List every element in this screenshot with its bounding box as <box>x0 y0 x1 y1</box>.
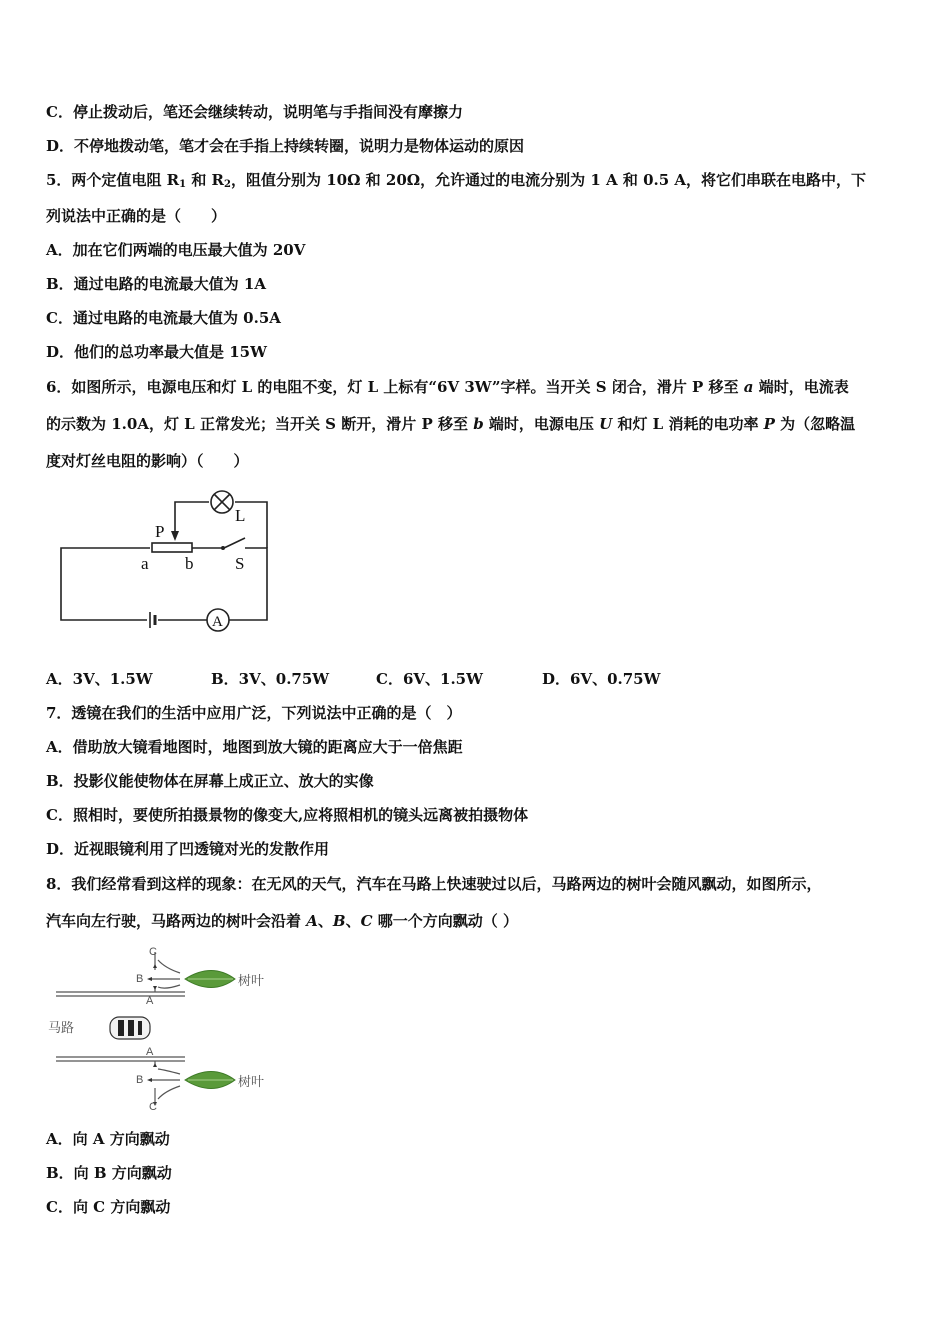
road-leaf-diagram <box>40 940 280 1115</box>
switch-contact <box>221 546 225 550</box>
q7-option-a: A．借助放大镜看地图时，地图到放大镜的距离应大于一倍焦距 <box>46 738 463 756</box>
label-a: a <box>141 554 149 573</box>
fig-label-leaf-top: 树叶 <box>238 973 265 988</box>
q5-option-d: D．他们的总功率最大值是 15W <box>46 343 267 361</box>
q6-stem-line2: 的示数为 1.0A，灯 L 正常发光；当开关 S 断开，滑片 P 移至 b 端时，电源电压 U 和灯 L 消耗的电功率 P 为（忽略温 <box>46 415 856 433</box>
q8-option-a: A．向 A 方向飘动 <box>46 1130 170 1148</box>
fig-label-b-bottom: B <box>136 1074 144 1086</box>
q6-stem-line1: 6．如图所示，电源电压和灯 L 的电阻不变，灯 L 上标有“6V 3W”字样。当开关 S 闭合，滑片 P 移至 a 端时，电流表 <box>46 378 849 396</box>
q6-option-b: B．3V、0.75W <box>211 670 330 688</box>
leaf-top <box>185 971 235 988</box>
q6-option-d: D．6V、0.75W <box>542 670 661 688</box>
slider-arrow <box>171 531 179 541</box>
q6-option-c: C．6V、1.5W <box>376 670 483 688</box>
fig-label-a-top: A <box>146 995 154 1007</box>
switch-blade <box>224 538 245 548</box>
q7-option-c: C．照相时，要使所拍摄景物的像变大,应将照相机的镜头远离被拍摄物体 <box>46 806 529 824</box>
circuit-diagram <box>55 485 275 635</box>
q7-stem: 7．透镜在我们的生活中应用广泛，下列说法中正确的是（ ） <box>46 704 462 722</box>
q5-option-a: A．加在它们两端的电压最大值为 20V <box>46 241 306 259</box>
q7-option-d: D．近视眼镜利用了凹透镜对光的发散作用 <box>46 840 330 858</box>
fig-label-c-top: C <box>149 946 157 958</box>
leaf-bottom <box>185 1072 235 1089</box>
label-b: b <box>185 554 194 573</box>
label-ammeter-a: A <box>212 614 223 630</box>
prev-option-c: C．停止拨动后，笔还会继续转动，说明笔与手指间没有摩擦力 <box>46 103 463 121</box>
q5-stem-line1: 5．两个定值电阻 $R_1$ 和 $R_2$，阻值分别为 10Ω 和 20Ω，允许通过的电流分别为 1 A 和 0.5 A，将它们串联在电路中，下 <box>46 171 867 190</box>
q7-option-b: B．投影仪能使物体在屏幕上成正立、放大的实像 <box>46 772 374 790</box>
q6-stem-line3: 度对灯丝电阻的影响）（ ） <box>46 452 249 470</box>
fig-label-leaf-bottom: 树叶 <box>238 1074 265 1089</box>
q5-option-c: C．通过电路的电流最大值为 0.5A <box>46 309 281 327</box>
q8-stem-line1: 8．我们经常看到这样的现象：在无风的天气，汽车在马路上快速驶过以后，马路两边的树叶会随风飘动，如图所示， <box>46 875 822 893</box>
car <box>110 1017 150 1039</box>
q8-option-c: C．向 C 方向飘动 <box>46 1198 171 1216</box>
label-s: S <box>235 554 245 573</box>
q6-option-a: A．3V、1.5W <box>46 670 153 688</box>
rheostat <box>152 543 192 552</box>
q8-option-b: B．向 B 方向飘动 <box>46 1164 172 1182</box>
q5-option-b: B．通过电路的电流最大值为 1A <box>46 275 266 293</box>
label-p: P <box>155 522 165 541</box>
fig-label-c-bottom: C <box>149 1101 157 1113</box>
label-l: L <box>235 506 246 525</box>
q5-stem-line2: 列说法中正确的是（ ） <box>46 207 227 225</box>
q8-stem-line2: 汽车向左行驶，马路两边的树叶会沿着 A、B、C 哪一个方向飘动（ ） <box>46 912 518 930</box>
fig-label-b-top: B <box>136 973 144 985</box>
fig-label-a-bottom: A <box>146 1046 154 1058</box>
fig-label-road: 马路 <box>48 1020 75 1035</box>
prev-option-d: D．不停地拨动笔，笔才会在手指上持续转圈，说明力是物体运动的原因 <box>46 137 525 155</box>
